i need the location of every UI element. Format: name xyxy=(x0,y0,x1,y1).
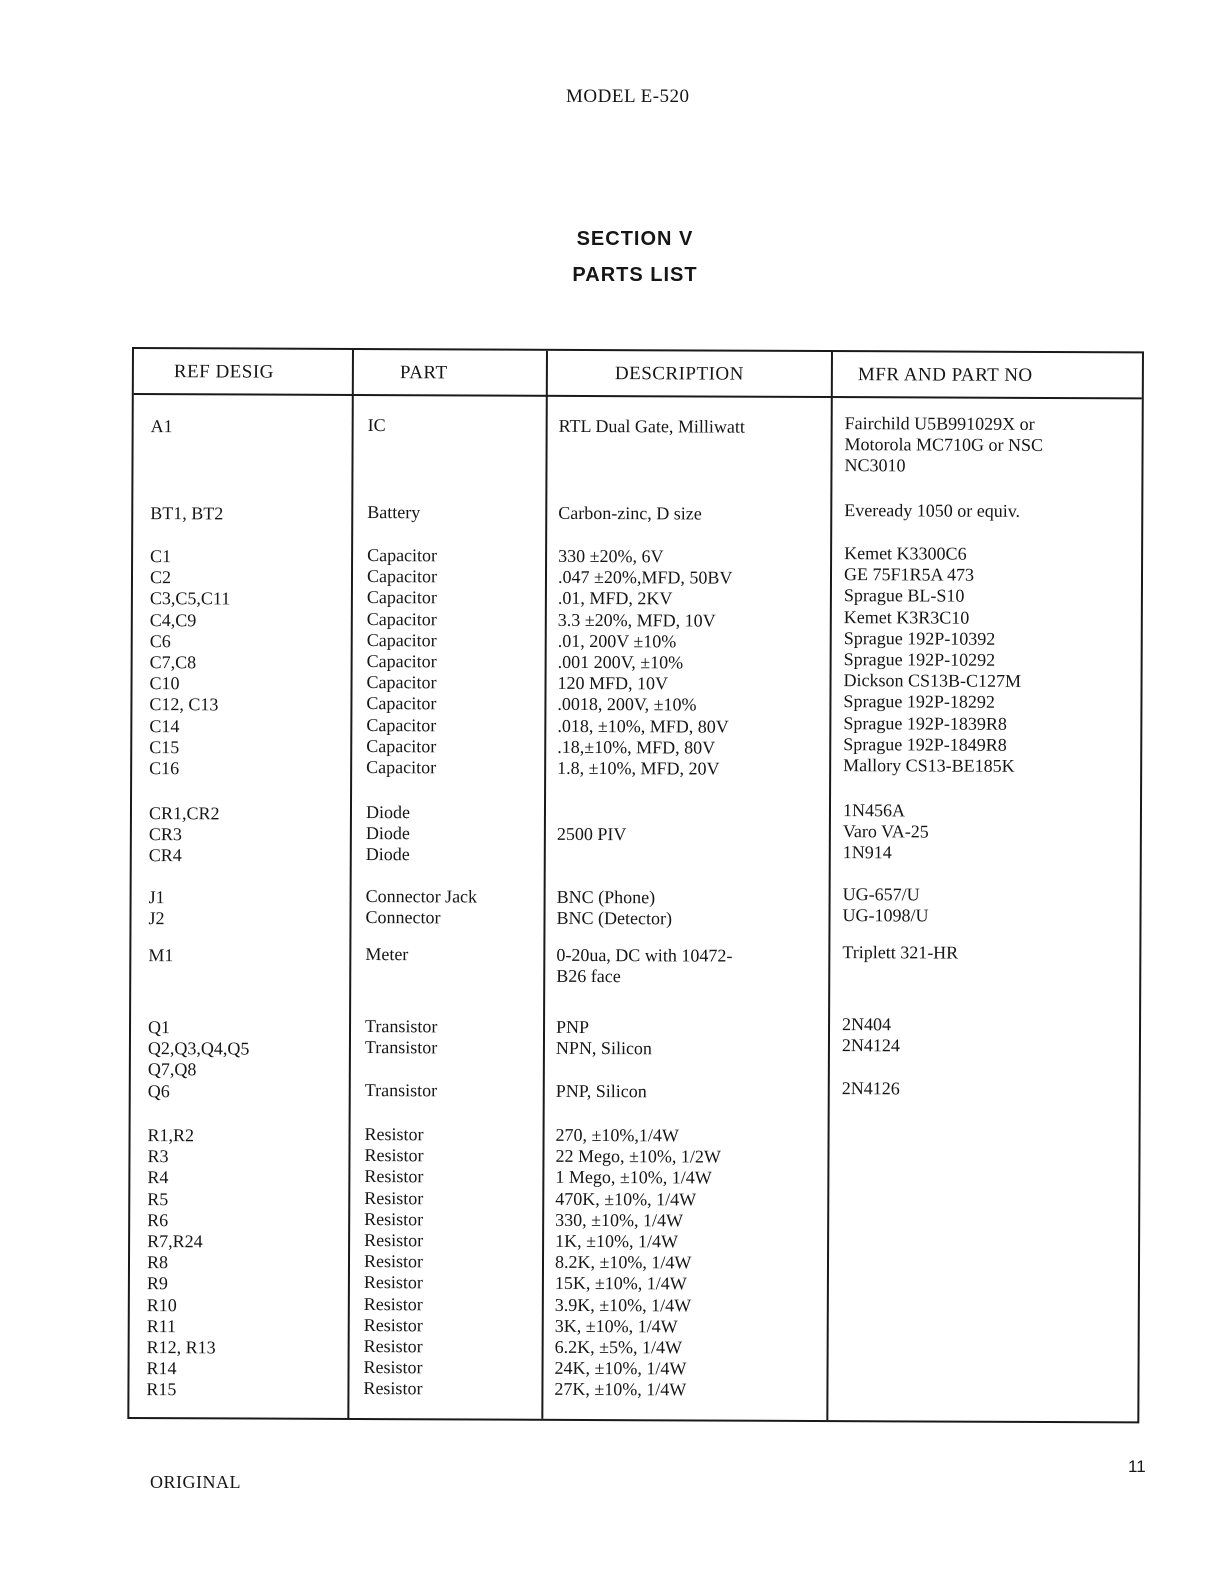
mfr-part-no-cell: Kemet K3300C6 xyxy=(844,543,967,564)
part-cell: Resistor xyxy=(363,1251,424,1272)
part-cell: Connector Jack xyxy=(365,886,478,907)
table-row-group xyxy=(557,824,627,846)
table-row-group xyxy=(556,945,732,988)
part-cell: Meter xyxy=(365,944,409,965)
part-cell: Resistor xyxy=(364,1208,424,1230)
description-cell: 6.2K, ±5%, 1/4W xyxy=(554,1336,683,1358)
part-cell: Capacitor xyxy=(366,757,437,778)
ref-desig-cell: Q2,Q3,Q4,Q5 xyxy=(147,1038,250,1059)
ref-desig-cell: C2 xyxy=(149,567,172,588)
part-cell: Capacitor xyxy=(367,545,438,566)
description-cell: Carbon-zinc, D size xyxy=(558,502,702,524)
column-divider xyxy=(826,352,833,1420)
description-cell: 270, ±10%,1/4W xyxy=(555,1124,679,1146)
column-divider xyxy=(347,350,354,1418)
description-cell: 2500 PIV xyxy=(556,824,627,845)
part-cell xyxy=(365,1058,437,1080)
header-ref-desig: REF DESIG xyxy=(173,361,274,383)
ref-desig-cell: C1 xyxy=(150,546,172,567)
part-cell: Transistor xyxy=(364,1037,438,1058)
part-cell: Battery xyxy=(367,502,421,523)
section-number: SECTION V xyxy=(576,228,694,250)
description-cell: RTL Dual Gate, Milliwatt xyxy=(558,415,745,437)
part-cell: Capacitor xyxy=(366,587,437,608)
table-row-group xyxy=(559,416,745,438)
description-cell: 330 ±20%, 6V xyxy=(558,545,664,567)
ref-desig-cell: C15 xyxy=(149,736,180,758)
part-cell: Capacitor xyxy=(366,566,438,587)
part-cell: Resistor xyxy=(364,1145,424,1166)
part-cell: Resistor xyxy=(363,1314,423,1336)
description-cell: 470K, ±10%, 1/4W xyxy=(555,1188,697,1210)
ref-desig-cell: R7,R24 xyxy=(147,1231,203,1252)
ref-desig-cell: R15 xyxy=(146,1379,177,1400)
mfr-part-no-cell: Sprague 192P-1839R8 xyxy=(843,712,1007,734)
description-cell: 3.9K, ±10%, 1/4W xyxy=(554,1294,692,1316)
mfr-part-no-cell: Motorola MC710G or NSC xyxy=(844,434,1044,456)
part-cell: Resistor xyxy=(364,1124,424,1145)
part-cell: Diode xyxy=(365,844,410,865)
ref-desig-cell: R11 xyxy=(146,1315,177,1337)
part-cell: Capacitor xyxy=(366,693,437,714)
description-cell: BNC (Phone) xyxy=(556,886,656,908)
mfr-part-no-cell: UG-657/U xyxy=(842,884,920,905)
mfr-part-no-cell: 2N4126 xyxy=(841,1077,900,1098)
header-divider xyxy=(134,393,1142,399)
description-cell: 15K, ±10%, 1/4W xyxy=(554,1273,687,1294)
ref-desig-cell: M1 xyxy=(148,945,174,966)
table-row-group xyxy=(843,543,1022,777)
header-part: PART xyxy=(399,362,448,384)
table-row-group xyxy=(844,413,1043,477)
ref-desig-cell: CR1,CR2 xyxy=(148,803,220,824)
mfr-part-no-cell: Sprague BL-S10 xyxy=(843,585,965,607)
table-row-group xyxy=(151,416,173,437)
mfr-part-no-cell: 1N456A xyxy=(842,800,906,821)
part-cell: Resistor xyxy=(364,1187,424,1208)
mfr-part-no-cell: 2N4124 xyxy=(841,1035,901,1056)
mfr-part-no-cell: UG-1098/U xyxy=(842,905,929,926)
description-cell: 1K, ±10%, 1/4W xyxy=(555,1230,679,1252)
table-row-group xyxy=(556,1017,652,1102)
table-row-group xyxy=(148,945,173,966)
description-cell: 27K, ±10%, 1/4W xyxy=(554,1379,687,1400)
ref-desig-cell: R10 xyxy=(146,1294,177,1315)
description-cell: .0018, 200V, ±10% xyxy=(557,694,697,715)
table-row-group xyxy=(367,502,420,523)
ref-desig-cell: CR4 xyxy=(148,845,182,866)
part-cell: Resistor xyxy=(363,1378,423,1399)
table-row-group xyxy=(842,884,928,927)
ref-desig-cell: C12, C13 xyxy=(149,694,219,715)
description-cell: 3K, ±10%, 1/4W xyxy=(554,1315,678,1337)
part-cell: Resistor xyxy=(364,1166,424,1187)
description-cell: 22 Mego, ±10%, 1/2W xyxy=(555,1146,721,1167)
description-cell: 24K, ±10%, 1/4W xyxy=(554,1358,687,1379)
table-row-group xyxy=(366,802,410,866)
description-cell: PNP, Silicon xyxy=(555,1080,647,1101)
mfr-part-no-cell: Mallory CS13-BE185K xyxy=(843,755,1015,776)
table-row-group xyxy=(150,503,223,525)
header-description: DESCRIPTION xyxy=(614,363,744,385)
ref-desig-cell: R14 xyxy=(146,1358,177,1379)
description-cell: B26 face xyxy=(556,966,621,987)
mfr-part-no-cell: Kemet K3R3C10 xyxy=(843,606,970,628)
mfr-part-no-cell: 1N914 xyxy=(842,842,892,863)
part-cell: Resistor xyxy=(363,1336,423,1357)
description-cell xyxy=(556,1059,652,1081)
ref-desig-cell: J2 xyxy=(148,908,165,929)
mfr-part-no-cell: Dickson CS13B-C127M xyxy=(843,670,1022,692)
header-mfr-part-no: MFR AND PART NO xyxy=(857,364,1033,386)
description-cell: .001 200V, ±10% xyxy=(557,651,684,673)
table-row-group xyxy=(365,1016,438,1101)
table-row-group xyxy=(148,887,164,929)
table-row-group xyxy=(146,1125,216,1401)
ref-desig-cell: Q6 xyxy=(147,1080,170,1101)
ref-desig-cell: CR3 xyxy=(148,824,182,845)
part-cell: Capacitor xyxy=(366,714,437,735)
mfr-part-no-cell: GE 75F1R5A 473 xyxy=(843,564,975,585)
table-row-group xyxy=(148,1017,250,1102)
ref-desig-cell: R1,R2 xyxy=(147,1125,195,1146)
description-cell: .01, 200V ±10% xyxy=(557,630,677,652)
table-row-group xyxy=(366,545,437,779)
description-cell: 8.2K, ±10%, 1/4W xyxy=(554,1252,692,1273)
mfr-part-no-cell: Sprague 192P-18292 xyxy=(843,691,996,713)
section-title: PARTS LIST xyxy=(572,264,698,286)
model-header: MODEL E-520 xyxy=(566,86,690,107)
mfr-part-no-cell: 2N404 xyxy=(842,1014,892,1035)
ref-desig-cell: Q7,Q8 xyxy=(147,1059,197,1080)
mfr-part-no-cell xyxy=(842,1057,900,1078)
description-cell: .018, ±10%, MFD, 80V xyxy=(557,715,729,737)
ref-desig-cell: J1 xyxy=(148,887,165,908)
ref-desig-cell: Q1 xyxy=(147,1017,171,1038)
part-cell: Transistor xyxy=(364,1016,438,1037)
description-cell: NPN, Silicon xyxy=(555,1038,653,1059)
table-row-group xyxy=(363,1124,423,1400)
part-cell: Capacitor xyxy=(366,629,437,651)
table-row-group xyxy=(842,942,958,964)
ref-desig-cell: R3 xyxy=(147,1146,169,1167)
mfr-part-no-cell: Sprague 192P-10392 xyxy=(843,627,996,649)
description-cell: 0-20ua, DC with 10472- xyxy=(556,944,733,966)
table-row-group xyxy=(368,415,386,436)
description-cell: 3.3 ±20%, MFD, 10V xyxy=(557,609,716,631)
ref-desig-cell: R6 xyxy=(147,1209,169,1230)
mfr-part-no-cell: NC3010 xyxy=(844,455,906,476)
mfr-part-no-cell: Fairchild U5B991029X or xyxy=(844,413,1035,434)
mfr-part-no-cell: Sprague 192P-1849R8 xyxy=(843,733,1007,755)
table-row-group xyxy=(842,1014,900,1099)
ref-desig-cell: C14 xyxy=(149,715,180,736)
table-row-group xyxy=(557,546,732,780)
page-number: 11 xyxy=(1128,1457,1146,1476)
table-row-group xyxy=(844,500,1020,522)
mfr-part-no-cell: Varo VA-25 xyxy=(842,821,929,842)
part-cell: Diode xyxy=(365,823,410,844)
part-cell: Resistor xyxy=(363,1272,423,1293)
ref-desig-cell: BT1, BT2 xyxy=(150,503,224,524)
ref-desig-cell: R5 xyxy=(147,1188,169,1209)
original-label: ORIGINAL xyxy=(150,1472,241,1492)
ref-desig-cell: R8 xyxy=(146,1252,169,1273)
parts-table xyxy=(127,347,1144,1423)
ref-desig-cell: R12, R13 xyxy=(146,1337,216,1358)
ref-desig-cell: A1 xyxy=(150,416,173,437)
table-row-group xyxy=(554,1125,721,1401)
part-cell: Capacitor xyxy=(366,735,437,757)
description-cell: BNC (Detector) xyxy=(556,908,673,929)
part-cell: Diode xyxy=(365,802,411,823)
ref-desig-cell: R9 xyxy=(146,1273,168,1294)
ref-desig-cell: C10 xyxy=(149,673,180,694)
ref-desig-cell: C4,C9 xyxy=(149,609,197,630)
description-cell: .047 ±20%,MFD, 50BV xyxy=(557,567,733,588)
part-cell: Connector xyxy=(365,907,441,928)
part-cell: Capacitor xyxy=(366,651,437,672)
part-cell: Resistor xyxy=(363,1357,423,1378)
part-cell: Resistor xyxy=(363,1293,423,1314)
table-row-group xyxy=(556,887,672,930)
table-row-group xyxy=(149,803,220,867)
table-row-group xyxy=(365,944,408,965)
ref-desig-cell: R4 xyxy=(147,1167,169,1188)
part-cell: IC xyxy=(367,415,386,436)
ref-desig-cell: C7,C8 xyxy=(149,652,197,673)
description-cell: 330, ±10%, 1/4W xyxy=(555,1209,684,1231)
part-cell: Transistor xyxy=(364,1079,438,1100)
description-cell: 1.8, ±10%, MFD, 20V xyxy=(557,757,720,779)
part-cell: Capacitor xyxy=(366,608,437,629)
description-cell: .01, MFD, 2KV xyxy=(557,588,673,609)
description-cell: 1 Mego, ±10%, 1/4W xyxy=(555,1167,712,1188)
mfr-part-no-cell: Sprague 192P-10292 xyxy=(843,649,996,670)
mfr-part-no-cell: Eveready 1050 or equiv. xyxy=(844,500,1021,521)
part-cell: Resistor xyxy=(364,1230,424,1251)
table-row-group xyxy=(558,503,702,525)
description-cell: PNP xyxy=(555,1016,590,1038)
table-row-group xyxy=(365,886,477,929)
part-cell: Capacitor xyxy=(366,672,437,693)
table-row-group xyxy=(149,546,230,780)
description-cell: .18,±10%, MFD, 80V xyxy=(557,736,716,758)
mfr-part-no-cell: Triplett 321-HR xyxy=(842,942,959,963)
ref-desig-cell: C3,C5,C11 xyxy=(149,588,231,609)
ref-desig-cell: C16 xyxy=(149,758,180,779)
table-row-group xyxy=(843,800,929,864)
description-cell: 120 MFD, 10V xyxy=(557,673,669,694)
ref-desig-cell: C6 xyxy=(149,630,171,651)
column-divider xyxy=(541,351,548,1419)
